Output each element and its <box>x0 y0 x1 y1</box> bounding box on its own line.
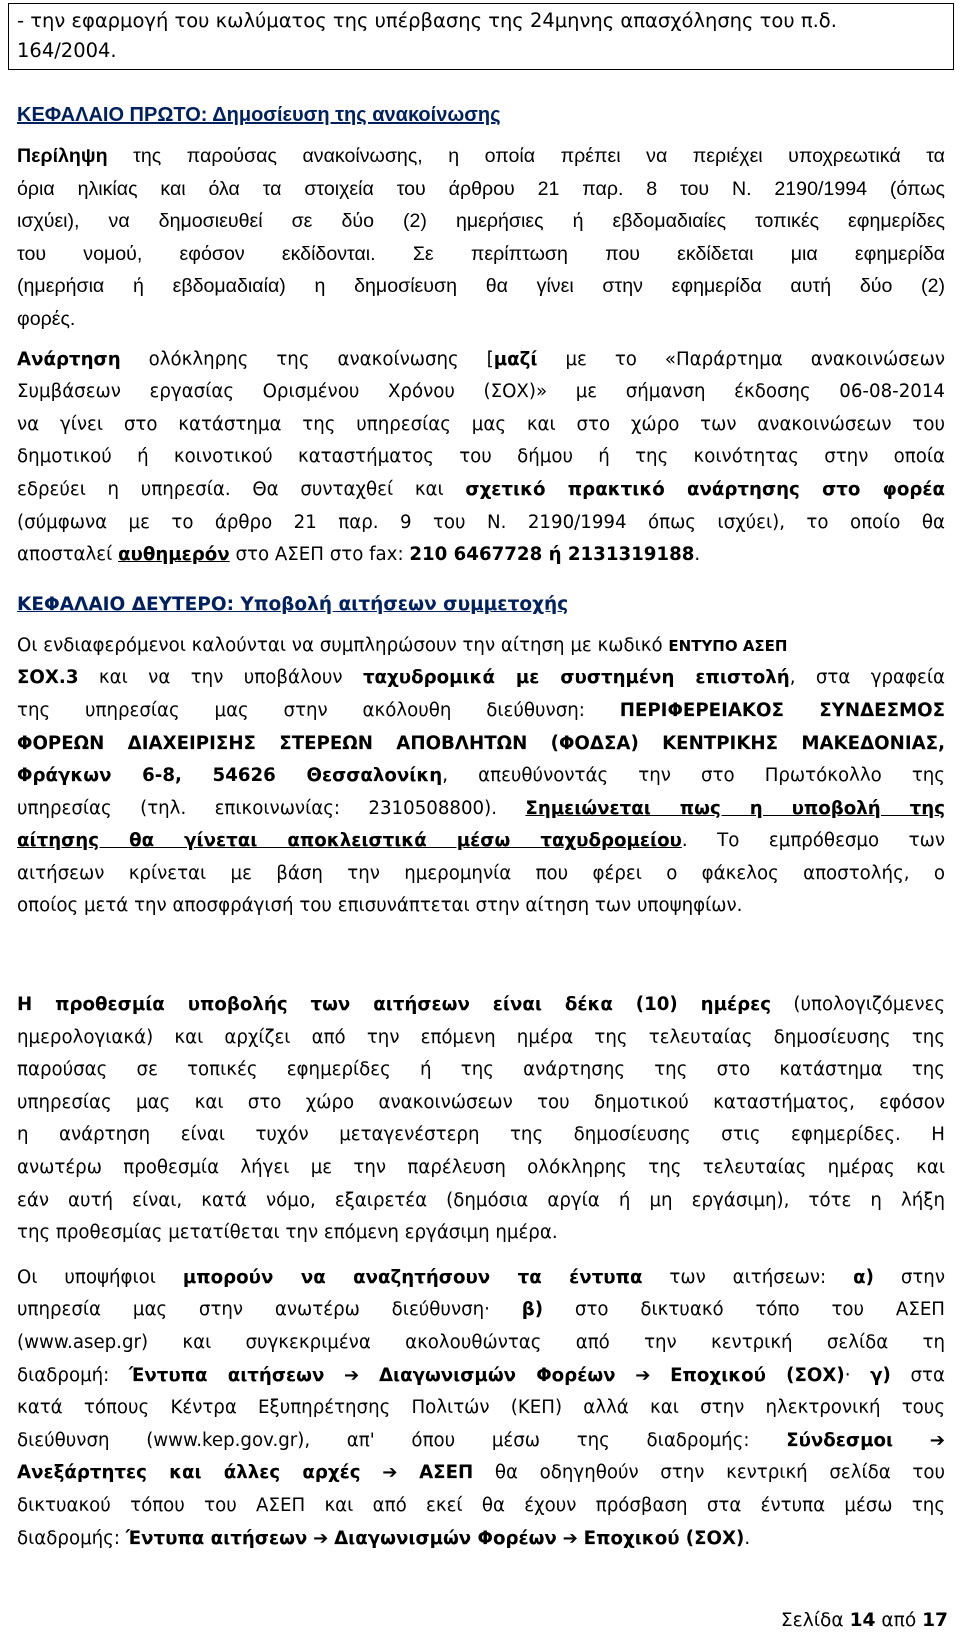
page-number: Σελίδα 14 από 17 <box>780 1610 948 1631</box>
arrow-right-icon: ➔ <box>635 1364 651 1386</box>
chapter1-heading: ΚΕΦΑΛΑΙΟ ΠΡΩΤΟ: Δημοσίευση της ανακοίνωσης <box>17 104 501 126</box>
arrow-right-icon: ➔ <box>382 1462 398 1484</box>
document-body <box>17 100 945 1555</box>
paragraph-forms: Οι υποψήφιοι μπορούν να αναζητήσουν τα έντυπα των αιτήσεων: α) στην υπηρεσία μας στην ανωτέρω διεύθυνση· β) στο δικτυακό τόπο του ΑΣΕΠ (www.asep.gr) και συγκεκριμένα ακολουθώντας από την κεντρική σελίδα τη διαδρομή: Έντυπα αιτήσεων ➔ Διαγωνισμών Φορέων ➔ Εποχικού (ΣΟΧ)· γ) στα κατά τόπους Κέντρα Εξυπηρέτησης Πολιτών (ΚΕΠ) αλλά και στην ηλεκτρονική τους διεύθυνση (www.kep.gov.gr), απ' όπου μέσω της διαδρομής: Σύνδεσμοι ➔ Ανεξάρτητες και άλλες αρχές ➔ ΑΣΕΠ θα οδηγηθούν στην κεντρική σελίδα του δικτυακού τόπου του ΑΣΕΠ και από εκεί θα έχουν πρόσβαση στα έντυπα μέσω της διαδρομής: Έντυπα αιτήσεων ➔ Διαγωνισμών Φορέων ➔ Εποχικού (ΣΟΧ). <box>17 1266 945 1549</box>
notice-box <box>8 3 954 70</box>
paragraph-submission: Οι ενδιαφερόμενοι καλούνται να συμπληρώσουν την αίτηση με κωδικό ΕΝΤΥΠΟ ΑΣΕΠ ΣΟΧ.3 και να την υποβάλουν ταχυδρομικά με συστημένη επιστολή, στα γραφεία της υπηρεσίας μας στην ακόλουθη διεύθυνση: ΠΕΡΙΦΕΡΕΙΑΚΟΣ ΣΥΝΔΕΣΜΟΣ ΦΟΡΕΩΝ ΔΙΑΧΕΙΡΙΣΗΣ ΣΤΕΡΕΩΝ ΑΠΟΒΛΗΤΩΝ (ΦΟΔΣΑ) ΚΕΝΤΡΙΚΗΣ ΜΑΚΕΔΟΝΙΑΣ, Φράγκων 6-8, 54626 Θεσσαλονίκη, απευθύνοντάς την στο Πρωτόκολλο της υπηρεσίας (τηλ. επικοινωνίας: 2310508800). Σημειώνεται πως η υποβολή της αίτησης θα γίνεται αποκλειστικά μέσω ταχυδρομείου. Το εμπρόθεσμο των αιτήσεων κρίνεται με βάση την ημερομηνία που φέρει ο φάκελος αποστολής, ο οποίος μετά την αποσφράγισή του επισυνάπτεται στην αίτηση των υποψηφίων. <box>17 634 946 917</box>
chapter2-heading: ΚΕΦΑΛΑΙΟ ΔΕΥΤΕΡΟ: Υποβολή αιτήσεων συμμετοχής <box>17 593 569 615</box>
arrow-right-icon: ➔ <box>313 1527 329 1549</box>
arrow-right-icon: ➔ <box>562 1527 578 1549</box>
paragraph-deadline: Η προθεσμία υποβολής των αιτήσεων είναι δέκα (10) ημέρες (υπολογιζόμενες ημερολογιακά) και αρχίζει από την επόμενη ημέρα της τελευταίας δημοσίευσης της παρούσας σε τοπικές εφημερίδες ή της ανάρτησης της στο κατάστημα της υπηρεσίας μας και στο χώρο ανακοινώσεων του δημοτικού καταστήματος, εφόσον η ανάρτηση είναι τυχόν μεταγενέστερη της δημοσίευσης στις εφημερίδες. Η ανωτέρω προθεσμία λήγει με την παρέλευση ολόκληρης της τελευταίας ημέρας και εάν αυτή είναι, κατά νόμο, εξαιρετέα (δημόσια αργία ή μη εργάσιμη), τότε η λήξη της προθεσμίας μετατίθεται την επόμενη εργάσιμη ημέρα. <box>17 994 946 1244</box>
paragraph-publication-summary: Περίληψη της παρούσας ανακοίνωσης, η οποία πρέπει να περιέχει υποχρεωτικά τα όρια ηλικίας και όλα τα στοιχεία του άρθρου 21 παρ. 8 του Ν. 2190/1994 (όπως ισχύει), να δημοσιευθεί σε δύο (2) ημερήσιες ή εβδομαδιαίες τοπικές εφημερίδες του νομού, εφόσον εκδίδονται. Σε περίπτωση που εκδίδεται μια εφημερίδα (ημερήσια ή εβδομαδιαία) η δημοσίευση θα γίνει στην εφημερίδα αυτή δύο (2) φορές. <box>17 145 945 330</box>
notice-line-2: 164/2004. <box>17 39 117 62</box>
arrow-right-icon: ➔ <box>929 1429 945 1451</box>
summary-label: Περίληψη <box>17 145 108 167</box>
notice-line <box>9 4 953 66</box>
paragraph-posting: Ανάρτηση ολόκληρης της ανακοίνωσης [μαζί με το «Παράρτημα ανακοινώσεων Συμβάσεων εργασίας Ορισμένου Χρόνου (ΣΟΧ)» με σήμανση έκδοσης 06-08-2014 να γίνει στο κατάστημα της υπηρεσίας μας και στο χώρο των ανακοινώσεων του δημοτικού ή κοινοτικού καταστήματος του δήμου ή της κοινότητας στην οποία εδρεύει η υπηρεσία. Θα συνταχθεί και σχετικό πρακτικό ανάρτησης στο φορέα (σύμφωνα με το άρθρο 21 παρ. 9 του Ν. 2190/1994 όπως ισχύει), το οποίο θα αποσταλεί αυθημερόν στο ΑΣΕΠ στο fax: 210 6467728 ή 2131319188. <box>17 348 945 566</box>
notice-line-1: - την εφαρμογή του κωλύματος της υπέρβασης της 24μηνης απασχόλησης του π.δ. <box>17 9 837 32</box>
fax-numbers: 210 6467728 ή 2131319188 <box>409 544 695 566</box>
arrow-right-icon: ➔ <box>344 1364 360 1386</box>
